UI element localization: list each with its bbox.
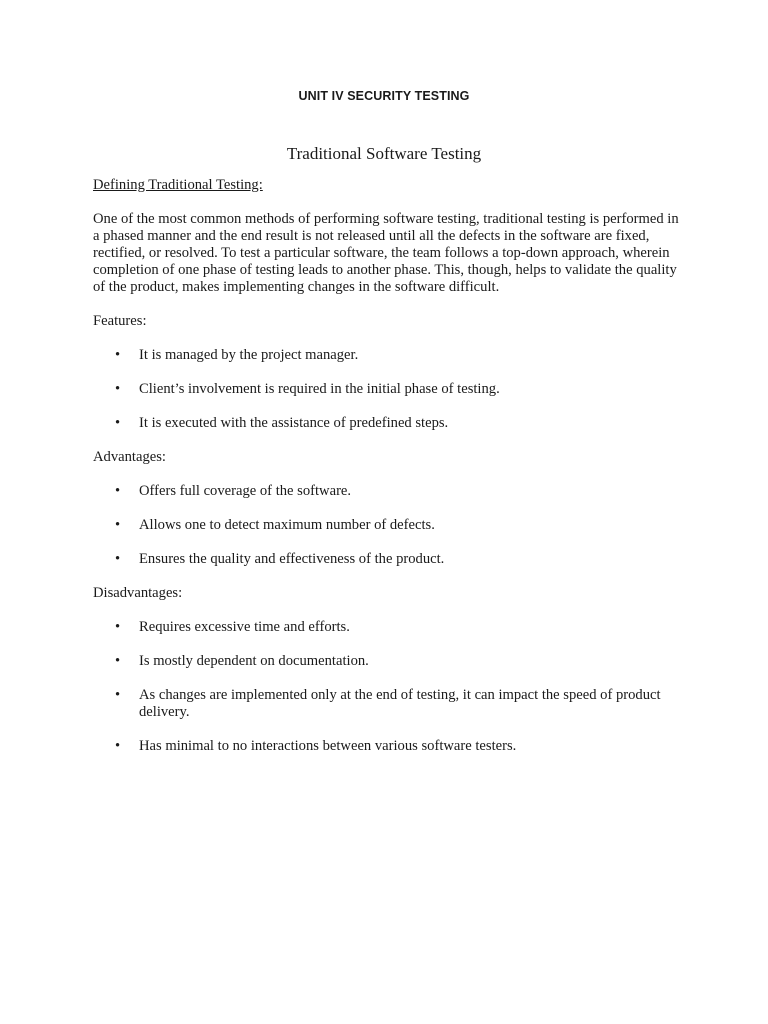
list-item-text: Requires excessive time and efforts. (139, 619, 350, 635)
section-heading: Defining Traditional Testing: (93, 177, 263, 193)
list-item (93, 415, 683, 432)
list-item-text: Has minimal to no interactions between various software testers. (139, 738, 517, 754)
bullet-icon: • (115, 619, 121, 635)
list-item-text: Allows one to detect maximum number of defects. (139, 517, 435, 533)
bullet-icon: • (115, 551, 121, 567)
disadvantages-label: Disadvantages: (93, 585, 183, 601)
list-item-text: It is executed with the assistance of predefined steps. (139, 415, 449, 431)
bullet-icon: • (115, 687, 121, 703)
bullet-icon: • (115, 415, 121, 431)
unit-heading: UNIT IV SECURITY TESTING (298, 89, 470, 103)
features-list (93, 347, 683, 432)
disadvantages-list (93, 619, 683, 755)
list-item (93, 483, 683, 500)
bullet-icon: • (115, 347, 121, 363)
features-label: Features: (93, 313, 147, 329)
advantages-label: Advantages: (93, 449, 166, 465)
list-item (93, 517, 683, 534)
list-item-text: Ensures the quality and effectiveness of the product. (139, 551, 445, 567)
list-item-text: It is managed by the project manager. (139, 347, 359, 363)
list-item (93, 381, 683, 398)
list-item (93, 347, 683, 364)
list-item-text: Client’s involvement is required in the initial phase of testing. (139, 381, 500, 397)
bullet-icon: • (115, 653, 121, 669)
list-item-text: Offers full coverage of the software. (139, 483, 352, 499)
list-item (93, 551, 683, 568)
bullet-icon: • (115, 738, 121, 754)
document-body (93, 177, 683, 755)
list-item-text: As changes are implemented only at the end of testing, it can impact the speed of product delivery. (139, 687, 661, 720)
bullet-icon: • (115, 381, 121, 397)
list-item (93, 738, 683, 755)
list-item-text: Is mostly dependent on documentation. (139, 653, 369, 669)
advantages-list (93, 483, 683, 568)
list-item (93, 687, 683, 721)
bullet-icon: • (115, 483, 121, 499)
intro-paragraph: One of the most common methods of performing software testing, traditional testing is performed in a phased manner and the end result is not released until all the defects in the software are fixed, rectified, or resolved. To test a particular software, the team follows a top-down approach, wherein completion of one phase of testing leads to another phase. This, though, helps to validate the quality of the product, makes implementing changes in the software difficult. (93, 211, 679, 295)
list-item (93, 619, 683, 636)
bullet-icon: • (115, 517, 121, 533)
document-title: Traditional Software Testing (286, 144, 482, 163)
list-item (93, 653, 683, 670)
